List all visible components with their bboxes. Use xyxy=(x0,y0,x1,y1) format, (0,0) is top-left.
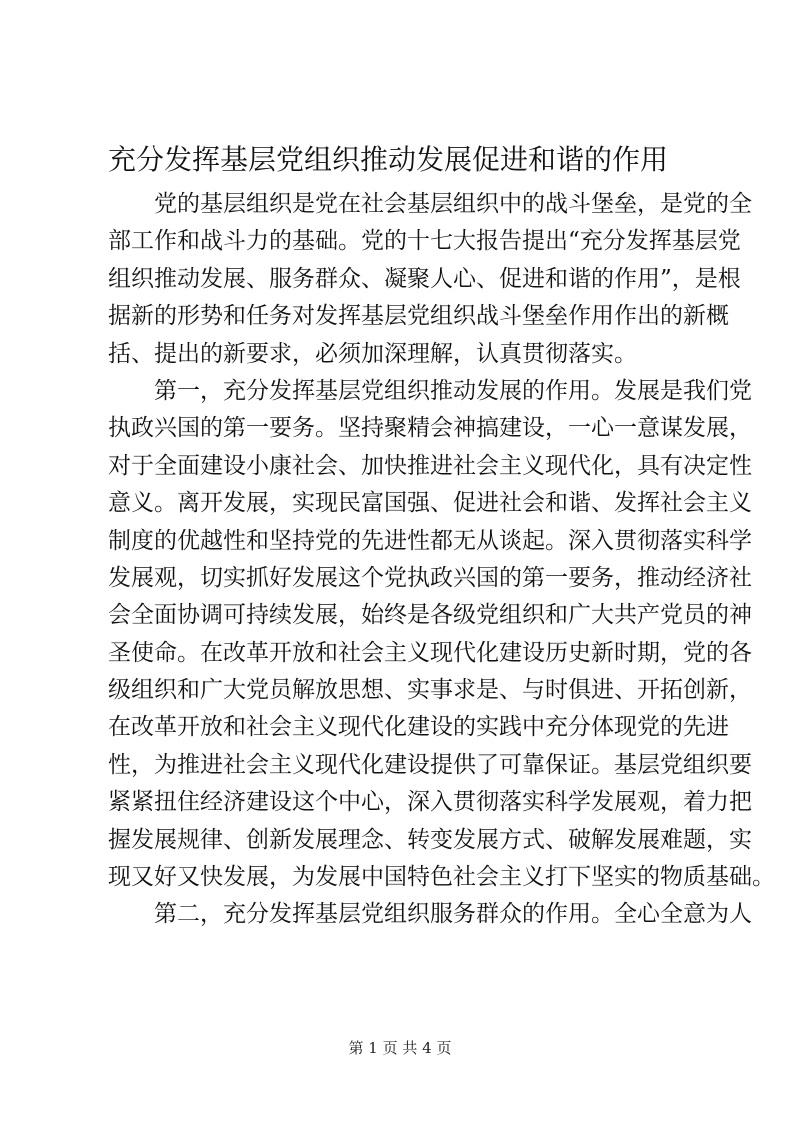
text-line: 执政兴国的第一要务。坚持聚精会神搞建设，一心一意谋发展， xyxy=(108,415,752,442)
text-line: 发展观，切实抓好发展这个党执政兴国的第一要务，推动经济社 xyxy=(108,564,752,591)
text-line: 制度的优越性和坚持党的先进性都无从谈起。深入贯彻落实科学 xyxy=(108,527,752,554)
text-line: 意义。离开发展，实现民富国强、促进社会和谐、发挥社会主义 xyxy=(108,490,752,517)
text-line: 紧紧扭住经济建设这个中心，深入贯彻落实科学发展观，着力把 xyxy=(108,789,752,816)
paragraph-1 xyxy=(108,186,752,373)
text-line: 级组织和广大党员解放思想、实事求是、与时俱进、开拓创新， xyxy=(108,677,752,704)
document-body xyxy=(108,186,775,934)
text-line: 现又好又快发展，为发展中国特色社会主义打下坚实的物质基础。 xyxy=(108,864,775,891)
text-line: 组织推动发展、服务群众、凝聚人心、促进和谐的作用”，是根 xyxy=(108,265,741,292)
text-line: 会全面协调可持续发展，始终是各级党组织和广大共产党员的神 xyxy=(108,602,752,629)
text-line: 对于全面建设小康社会、加快推进社会主义现代化，具有决定性 xyxy=(108,452,752,479)
text-line: 第二，充分发挥基层党组织服务群众的作用。全心全意为人 xyxy=(154,901,752,928)
text-line: 第一，充分发挥基层党组织推动发展的作用。发展是我们党 xyxy=(154,377,752,404)
text-line: 性，为推进社会主义现代化建设提供了可靠保证。基层党组织要 xyxy=(108,751,752,778)
document-title: 充分发挥基层党组织推动发展促进和谐的作用 xyxy=(108,143,669,176)
paragraph-2 xyxy=(108,373,775,896)
text-line: 据新的形势和任务对发挥基层党组织战斗堡垒作用作出的新概 xyxy=(108,303,729,330)
page-number-footer: 第 1 页 共 4 页 xyxy=(348,1039,452,1057)
text-line: 党的基层组织是党在社会基层组织中的战斗堡垒，是党的全 xyxy=(154,191,752,217)
paragraph-3 xyxy=(108,896,752,933)
text-line: 部工作和战斗力的基础。党的十七大报告提出“充分发挥基层党 xyxy=(108,228,741,255)
text-line: 括、提出的新要求，必须加深理解，认真贯彻落实。 xyxy=(108,340,637,367)
text-line: 圣使命。在改革开放和社会主义现代化建设历史新时期，党的各 xyxy=(108,639,752,666)
text-line: 握发展规律、创新发展理念、转变发展方式、破解发展难题，实 xyxy=(108,826,752,853)
text-line: 在改革开放和社会主义现代化建设的实践中充分体现党的先进 xyxy=(108,714,729,741)
